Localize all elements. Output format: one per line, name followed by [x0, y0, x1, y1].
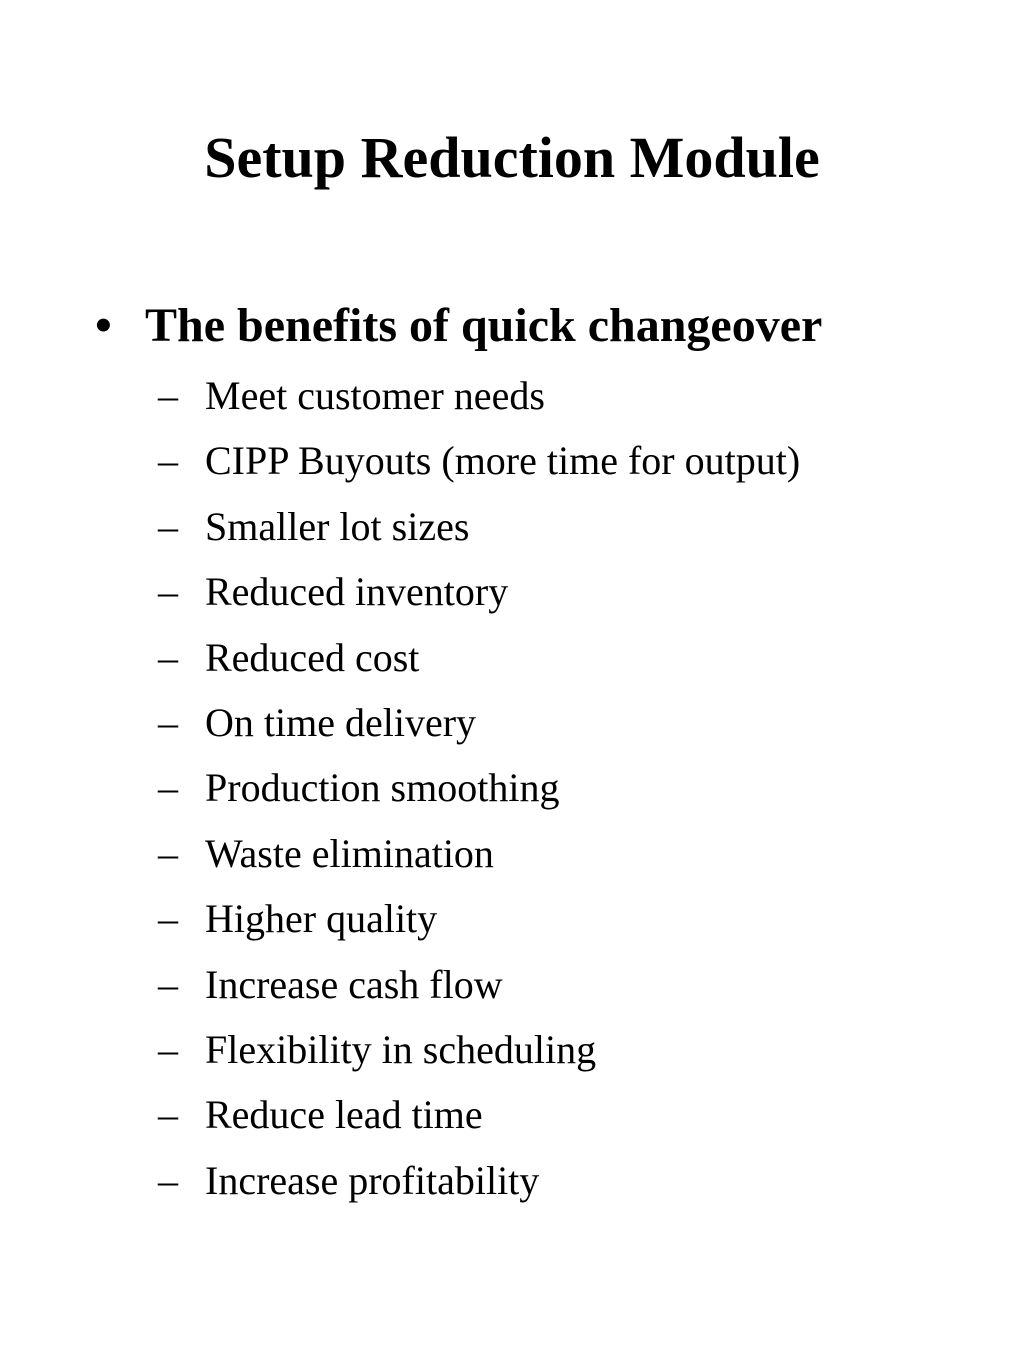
dash-marker: – — [158, 961, 178, 1007]
list-item — [158, 430, 800, 495]
list-item — [158, 888, 800, 953]
dash-marker: – — [158, 896, 178, 942]
list-item — [158, 757, 800, 822]
list-item — [158, 1084, 800, 1149]
list-item — [158, 823, 800, 888]
list-item-text: Smaller lot sizes — [205, 503, 470, 549]
list-item — [158, 1019, 800, 1084]
dash-marker: – — [158, 503, 178, 549]
list-item — [158, 627, 800, 692]
dash-marker: – — [158, 765, 178, 811]
bullet-marker: • — [95, 299, 112, 352]
dash-marker: – — [158, 569, 178, 615]
list-item-text: Reduced inventory — [205, 569, 509, 615]
list-item-text: Waste elimination — [205, 830, 494, 876]
list-item-text: On time delivery — [205, 699, 477, 745]
list-item-text: Increase profitability — [205, 1157, 540, 1203]
benefits-list — [158, 365, 800, 1215]
list-item-text: Increase cash flow — [205, 961, 503, 1007]
main-bullet-text: The benefits of quick changeover — [145, 299, 823, 352]
dash-marker: – — [158, 634, 178, 680]
list-item-text: CIPP Buyouts (more time for output) — [205, 438, 801, 484]
list-item-text: Meet customer needs — [205, 373, 545, 418]
dash-marker: – — [158, 373, 178, 418]
dash-marker: – — [158, 830, 178, 876]
list-item-text: Production smoothing — [205, 765, 560, 811]
main-bullet — [95, 296, 822, 356]
list-item — [158, 561, 800, 626]
list-item — [158, 496, 800, 561]
list-item — [158, 1150, 800, 1215]
slide-title: Setup Reduction Module — [204, 125, 820, 190]
dash-marker: – — [158, 1092, 178, 1138]
dash-marker: – — [158, 1026, 178, 1072]
list-item-text: Higher quality — [205, 896, 438, 942]
list-item — [158, 365, 800, 430]
list-item — [158, 954, 800, 1019]
list-item — [158, 692, 800, 757]
list-item-text: Flexibility in scheduling — [205, 1026, 597, 1072]
list-item-text: Reduce lead time — [205, 1092, 483, 1138]
dash-marker: – — [158, 699, 178, 745]
dash-marker: – — [158, 1157, 178, 1203]
list-item-text: Reduced cost — [205, 634, 420, 680]
dash-marker: – — [158, 438, 178, 484]
